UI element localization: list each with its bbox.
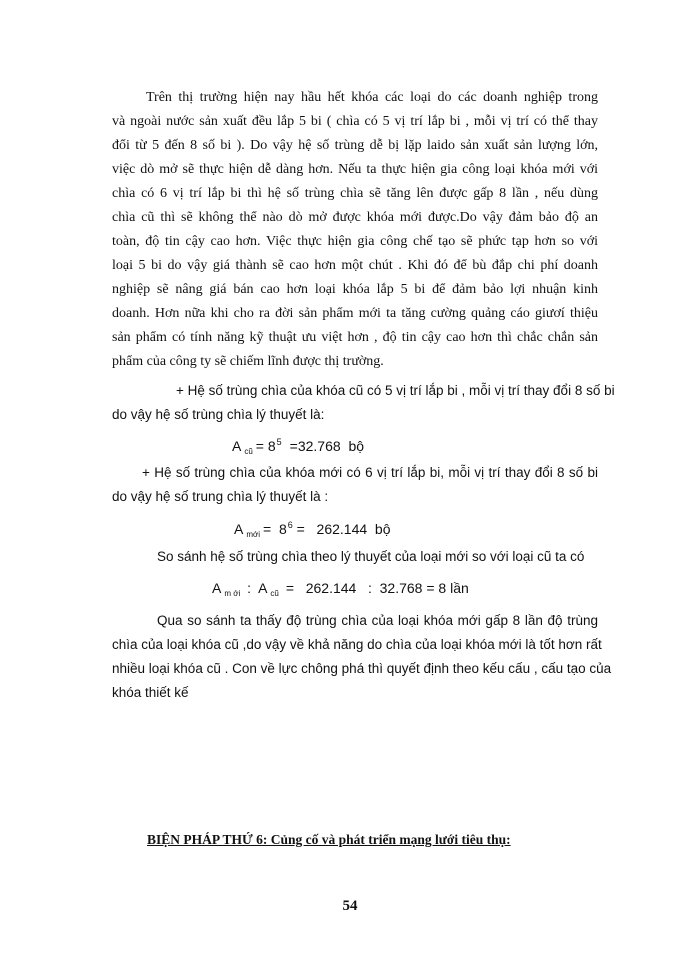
paragraph-2-line-2: chìa của loại khóa cũ ,do vậy về khả năng do chìa của loại khóa mới là tốt hơn rất [112, 637, 602, 652]
formula-new-letter: A [234, 521, 244, 537]
formula-new-exponent: 6 [287, 520, 293, 530]
formula-new-equals: = 8 [263, 521, 287, 537]
formula-ratio-subscript-2: cũ [270, 589, 279, 598]
paragraph-1-line-10: doanh. Hơn nữa khi cho ra đời sản phẩm mới ta tăng cường quảng cáo giươí thiệu [112, 306, 598, 321]
item-old-line-2: do vậy hệ số trùng chìa lý thuyết là: [112, 407, 325, 422]
paragraph-1-line-3: đổi từ 5 đến 8 số bi ). Do vậy hệ số trùng dễ bị lặp laido sản xuất sản lượng lớn, [112, 138, 598, 153]
section-heading: BIỆN PHÁP THỨ 6: Củng cố và phát triển mạng lưới tiêu thụ: [147, 832, 511, 847]
paragraph-1-line-11: sản phẩm có tính năng kỹ thuật ưu việt hơn , độ tin cậy cao hơn thì chắc chắn sản [112, 330, 598, 345]
compare-line: So sánh hệ số trùng chìa theo lý thuyết của loại mới so với loại cũ ta có [157, 549, 585, 564]
formula-new-result: = 262.144 bộ [292, 521, 391, 537]
formula-old-equals: = 8 [255, 438, 276, 454]
paragraph-1-line-6: chìa cũ thì sẽ không thể nào dò mở được khóa mới được.Do vậy đảm bảo độ an [112, 210, 598, 225]
paragraph-1-line-12: phẩm của công ty sẽ chiếm lĩnh được thị trường. [112, 354, 384, 369]
formula-new-subscript: mới [246, 530, 261, 539]
paragraph-2-line-1: Qua so sánh ta thấy độ trùng chìa của loại khóa mới gấp 8 lần độ trùng [157, 613, 598, 628]
formula-old-result: =32.768 bộ [289, 438, 365, 454]
item-new-line-2: do vậy hệ số trung chìa lý thuyết là : [112, 489, 329, 504]
paragraph-1-line-9: nghiệp sẽ nâng giá bán cao hơn loại khóa lắp 5 bi để đảm bảo lợi nhuận kinh [112, 282, 598, 297]
item-old-line-1: + Hệ số trùng chìa của khóa cũ có 5 vị trí lắp bi , mỗi vị trí thay đổi 8 số bi [176, 383, 615, 398]
paragraph-1-line-1: Trên thị trường hiện nay hầu hết khóa các loại do các doanh nghiệp trong [146, 90, 598, 105]
paragraph-1-line-8: loại 5 bi do vậy giá thành sẽ cao hơn một chút . Khi đó để bù đắp chi phí doanh [112, 258, 598, 273]
formula-ratio-colon: : [243, 580, 259, 596]
paragraph-1-line-2: và ngoài nước sản xuất đều lắp 5 bi ( chìa có 5 vị trí lắp bi , mỗi vị trí có thể thay [112, 114, 598, 129]
paragraph-2-line-4: khóa thiết kế [112, 685, 189, 700]
formula-ratio-subscript-1: m ới [224, 589, 241, 598]
formula-new [234, 513, 391, 547]
formula-ratio [212, 576, 469, 606]
formula-ratio-letter-2: A [258, 580, 268, 596]
paragraph-1-line-5: chìa có 6 vị trí lắp bi thì hệ số trùng chìa sẽ tăng lên được gấp 8 lần , nếu dùng [112, 186, 598, 201]
paragraph-2-line-3: nhiều loại khóa cũ . Con về lực chông phá thì quyết định theo kếu cấu , cấu tạo của [112, 661, 612, 676]
paragraph-1-line-4: việc dò mở sẽ thực hiện dễ dàng hơn. Nếu ta thực hiện gia công loại khóa mới với [112, 162, 598, 177]
formula-old-exponent: 5 [276, 437, 282, 447]
formula-ratio-letter-1: A [212, 580, 222, 596]
page-number: 54 [342, 898, 358, 914]
formula-old [232, 430, 364, 464]
formula-old-letter: A [232, 438, 242, 454]
item-new-line-1: + Hệ số trùng chìa của khóa mới có 6 vị trí lắp bi, mỗi vị trí thay đổi 8 số bi [142, 465, 598, 480]
paragraph-1-line-7: toàn, độ tin cậy cao hơn. Việc thực hiện gia công chế tạo sẽ phức tạp hơn so với [112, 234, 598, 249]
formula-ratio-result: = 262.144 : 32.768 = 8 lần [285, 580, 469, 596]
formula-old-subscript: cũ [244, 447, 253, 456]
